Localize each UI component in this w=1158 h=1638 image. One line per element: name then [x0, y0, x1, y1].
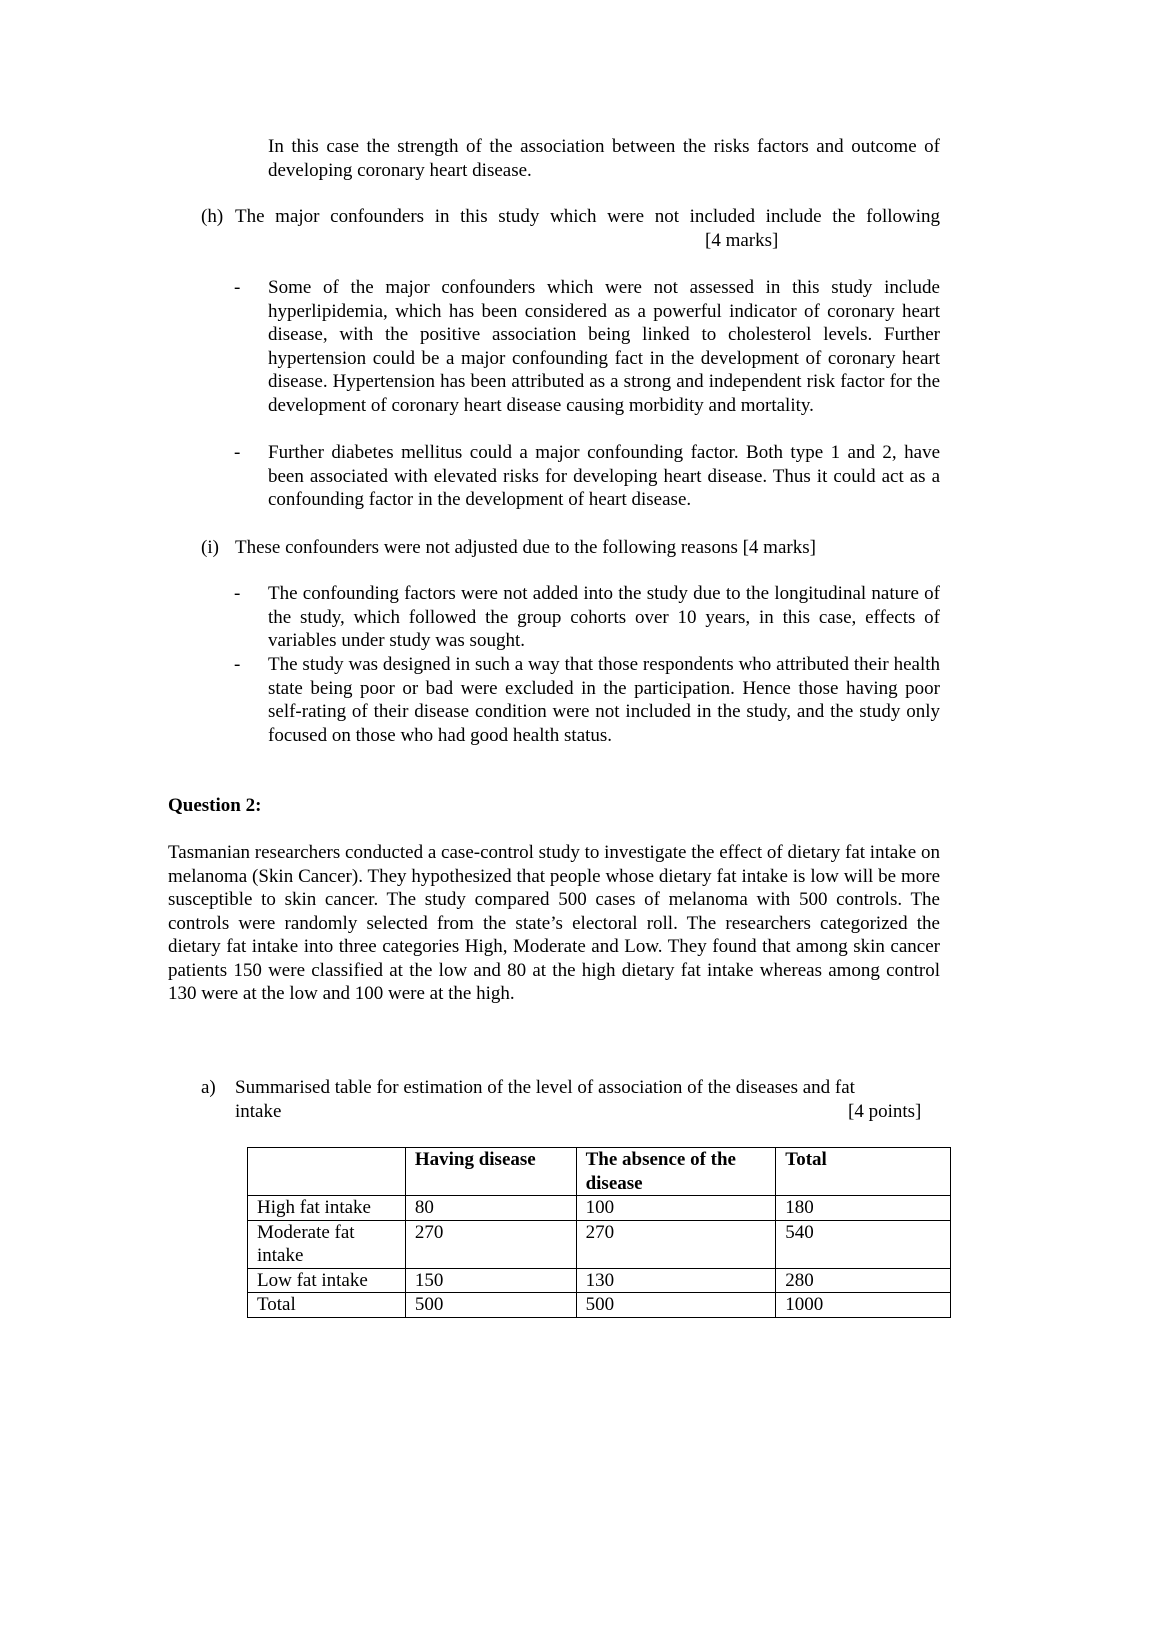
table-cell: 540 — [776, 1220, 951, 1268]
section-i-text: These confounders were not adjusted due to the following reasons [4 marks] — [235, 537, 816, 558]
section-h-label: (h) — [201, 206, 224, 227]
table-row — [248, 1220, 951, 1268]
bullet-marker: - — [234, 277, 241, 298]
table-cell: Total — [248, 1293, 406, 1318]
table-header — [248, 1148, 406, 1196]
list-item: The study was designed in such a way that those respondents who attributed their health state being poor or bad were excluded in the participation. Hence those having poor self-rating of their disease condition were not included in the study, and the study only focused on those who had good health status. — [268, 654, 940, 746]
table-cell: 150 — [405, 1268, 576, 1293]
table-row — [248, 1268, 951, 1293]
section-i-label: (i) — [201, 537, 219, 558]
contingency-table — [247, 1147, 951, 1318]
list-item: Further diabetes mellitus could a major confounding factor. Both type 1 and 2, have been associated with elevated risks for developing heart disease. Thus it could act as a confounding factor in the development of heart disease. — [268, 442, 940, 510]
table-header: The absence of the disease — [576, 1148, 776, 1196]
table-header-row — [248, 1148, 951, 1196]
table-cell: 180 — [776, 1196, 951, 1221]
part-a-points: [4 points] — [848, 1101, 922, 1122]
table-cell: Low fat intake — [248, 1268, 406, 1293]
question2-paragraph: Tasmanian researchers conducted a case-control study to investigate the effect of dietary fat intake on melanoma (Skin Cancer). They hypothesized that people whose dietary fat intake is low will be more susceptible to skin cancer. The study compared 500 cases of melanoma with 500 controls. The controls were randomly selected from the state’s electoral roll. The researchers categorized the dietary fat intake into three categories High, Moderate and Low. They found that among skin cancer patients 150 were classified at the low and 80 at the high dietary fat intake whereas among control 130 were at the low and 100 were at the high. — [168, 842, 940, 1004]
bullet-marker: - — [234, 442, 241, 463]
table-cell: 270 — [576, 1220, 776, 1268]
bullet-marker: - — [234, 583, 241, 604]
table-row — [248, 1293, 951, 1318]
table-cell: 1000 — [776, 1293, 951, 1318]
table-cell: 130 — [576, 1268, 776, 1293]
bullet-marker: - — [234, 654, 241, 675]
section-h-marks: [4 marks] — [705, 230, 779, 251]
list-item: The confounding factors were not added into the study due to the longitudinal nature of the study, which followed the group cohorts over 10 years, in this case, effects of variables under study was sought. — [268, 583, 940, 651]
table-cell: Moderate fat intake — [248, 1220, 406, 1268]
table-cell: High fat intake — [248, 1196, 406, 1221]
table-cell: 500 — [576, 1293, 776, 1318]
section-h-text: The major confounders in this study which were not included include the following — [235, 206, 940, 227]
table-cell: 80 — [405, 1196, 576, 1221]
table-cell: 500 — [405, 1293, 576, 1318]
table-cell: 270 — [405, 1220, 576, 1268]
list-item: Some of the major confounders which were not assessed in this study include hyperlipidemia, which has been considered as a powerful indicator of coronary heart disease, with the positive association being linked to cholesterol levels. Further hypertension could be a major confounding fact in the development of coronary heart disease. Hypertension has been attributed as a strong and independent risk factor for the development of coronary heart disease causing morbidity and mortality. — [268, 277, 940, 416]
part-a-text: Summarised table for estimation of the level of association of the diseases and fat — [235, 1077, 855, 1098]
part-a-text-2: intake — [235, 1101, 282, 1122]
table-cell: 280 — [776, 1268, 951, 1293]
intro-paragraph: In this case the strength of the association between the risks factors and outcome of developing coronary heart disease. — [268, 136, 940, 181]
table-row — [248, 1196, 951, 1221]
question2-heading: Question 2: — [168, 795, 262, 816]
part-a-label: a) — [201, 1077, 216, 1098]
table-header: Having disease — [405, 1148, 576, 1196]
table-cell: 100 — [576, 1196, 776, 1221]
table-header: Total — [776, 1148, 951, 1196]
